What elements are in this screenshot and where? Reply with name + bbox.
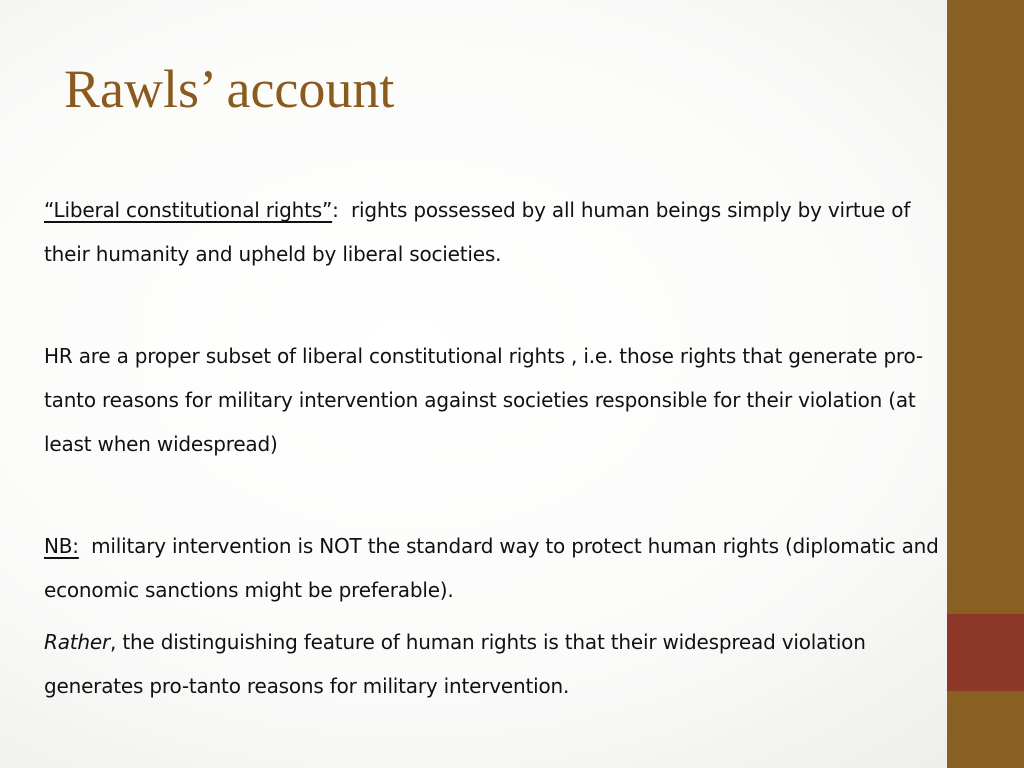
paragraph-hr-subset: HR are a proper subset of liberal constitutional rights , i.e. those rights that generate pro-tanto reasons for military intervention against societies responsible for their violation (at least when widespread) <box>44 344 923 456</box>
slide-title: Rawls’ account <box>64 59 395 119</box>
paragraph-rather <box>44 620 949 708</box>
nb-text: military intervention is NOT the standard way to protect human rights (diplomatic and economic sanctions might be preferable). <box>44 534 945 602</box>
rather-text: , the distinguishing feature of human rights is that their widespread violation generates pro-tanto reasons for military intervention. <box>44 630 866 698</box>
definition-colon: : <box>332 198 339 222</box>
side-accent-block <box>947 614 1024 691</box>
paragraph-gap <box>44 276 949 334</box>
rather-lead: Rather <box>44 630 110 654</box>
definition-text: rights possessed by all human beings simply by virtue of their humanity and upheld by liberal societies. <box>44 198 917 266</box>
paragraph-definition <box>44 188 949 276</box>
slide-body <box>44 188 949 708</box>
liberal-rights-term: “Liberal constitutional rights” <box>44 198 333 222</box>
paragraph-gap <box>44 466 949 524</box>
nb-label: NB: <box>44 534 79 558</box>
paragraph-gap <box>44 612 949 620</box>
paragraph-nb <box>44 524 949 612</box>
